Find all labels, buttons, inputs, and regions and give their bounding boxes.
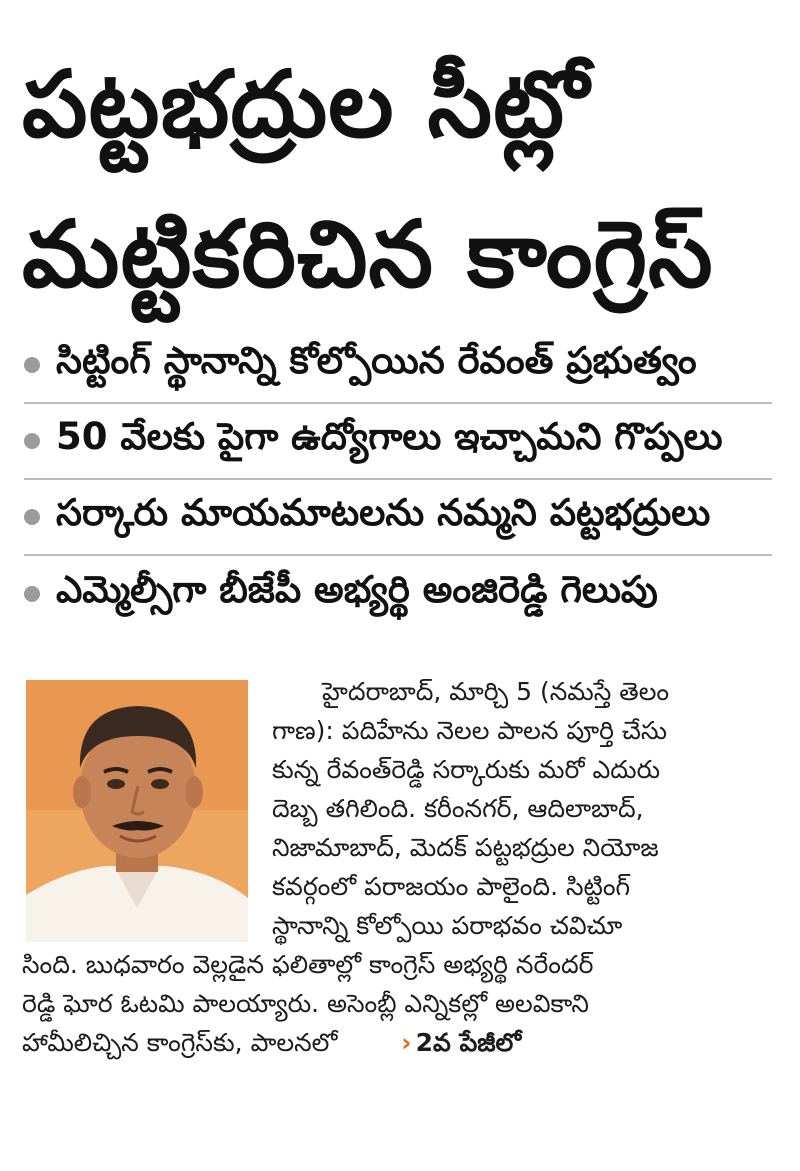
story-line: దెబ్బ తగిలింది. కరీంనగర్, ఆదిలాబాద్, [272,794,644,823]
bullet-text: ఎమ్మెల్సీగా బీజేపీ అభ్యర్థి అంజిరెడ్డి గెలుపు [56,568,658,611]
story-line: గాణ): పదిహేను నెలల పాలన పూర్తి చేసు [272,716,668,745]
headline-line-2: మట్టికరిచిన కాంగ్రెస్ [22,201,714,308]
bullet-list [24,328,772,632]
bullet-item [24,328,772,404]
story-line-text: హామీలిచ్చిన కాంగ్రెస్‌కు, పాలనలో [22,1028,338,1057]
story-line: స్థానాన్ని కోల్పోయి పరాభవం చవిచూ [272,911,623,940]
story-line: సింది. బుధవారం వెల్లడైన ఫలితాల్లో కాంగ్రెస్ అభ్యర్థి నరేందర్ [22,950,594,979]
headline [22,30,782,330]
bullet-dot-icon [24,509,40,525]
bullet-item [24,556,772,632]
story-line-last [22,1023,782,1062]
story-line: రెడ్డి ఘోర ఓటమి పాలయ్యారు. అసెంబ్లీ ఎన్నికల్లో అలవికాని [22,989,589,1018]
bullet-dot-icon [24,357,40,373]
story-line: నిజామాబాద్, మెదక్ పట్టభద్రుల నియోజ [272,833,659,862]
bullet-item [24,404,772,480]
bullet-text: సిట్టింగ్ స్థానాన్ని కోల్పోయిన రేవంత్ ప్రభుత్వం [56,339,697,382]
article-body [22,672,782,1062]
story-line: కవర్గంలో పరాజయం పాలైంది. సిట్టింగ్ [272,872,631,901]
bullet-text: 50 వేలకు పైగా ఉద్యోగాలు ఇచ్చామని గొప్పలు [56,415,723,458]
story-line: కున్న రేవంత్‌రెడ్డి సర్కారుకు మరో ఎదురు [272,755,661,784]
continuation-text: 2వ పేజీలో [415,1028,522,1057]
bullet-item [24,480,772,556]
story-line: హైదరాబాద్, మార్చి 5 (నమస్తే తెలం [322,677,670,706]
continued-on-page-link[interactable] [401,1023,521,1062]
bullet-text: సర్కారు మాయమాటలను నమ్మని పట్టభద్రులు [56,491,711,534]
headline-line-1: పట్టభద్రుల సీట్లో [22,51,590,158]
bullet-dot-icon [24,586,40,602]
bullet-dot-icon [24,433,40,449]
chevron-right-icon: › [401,1028,412,1057]
